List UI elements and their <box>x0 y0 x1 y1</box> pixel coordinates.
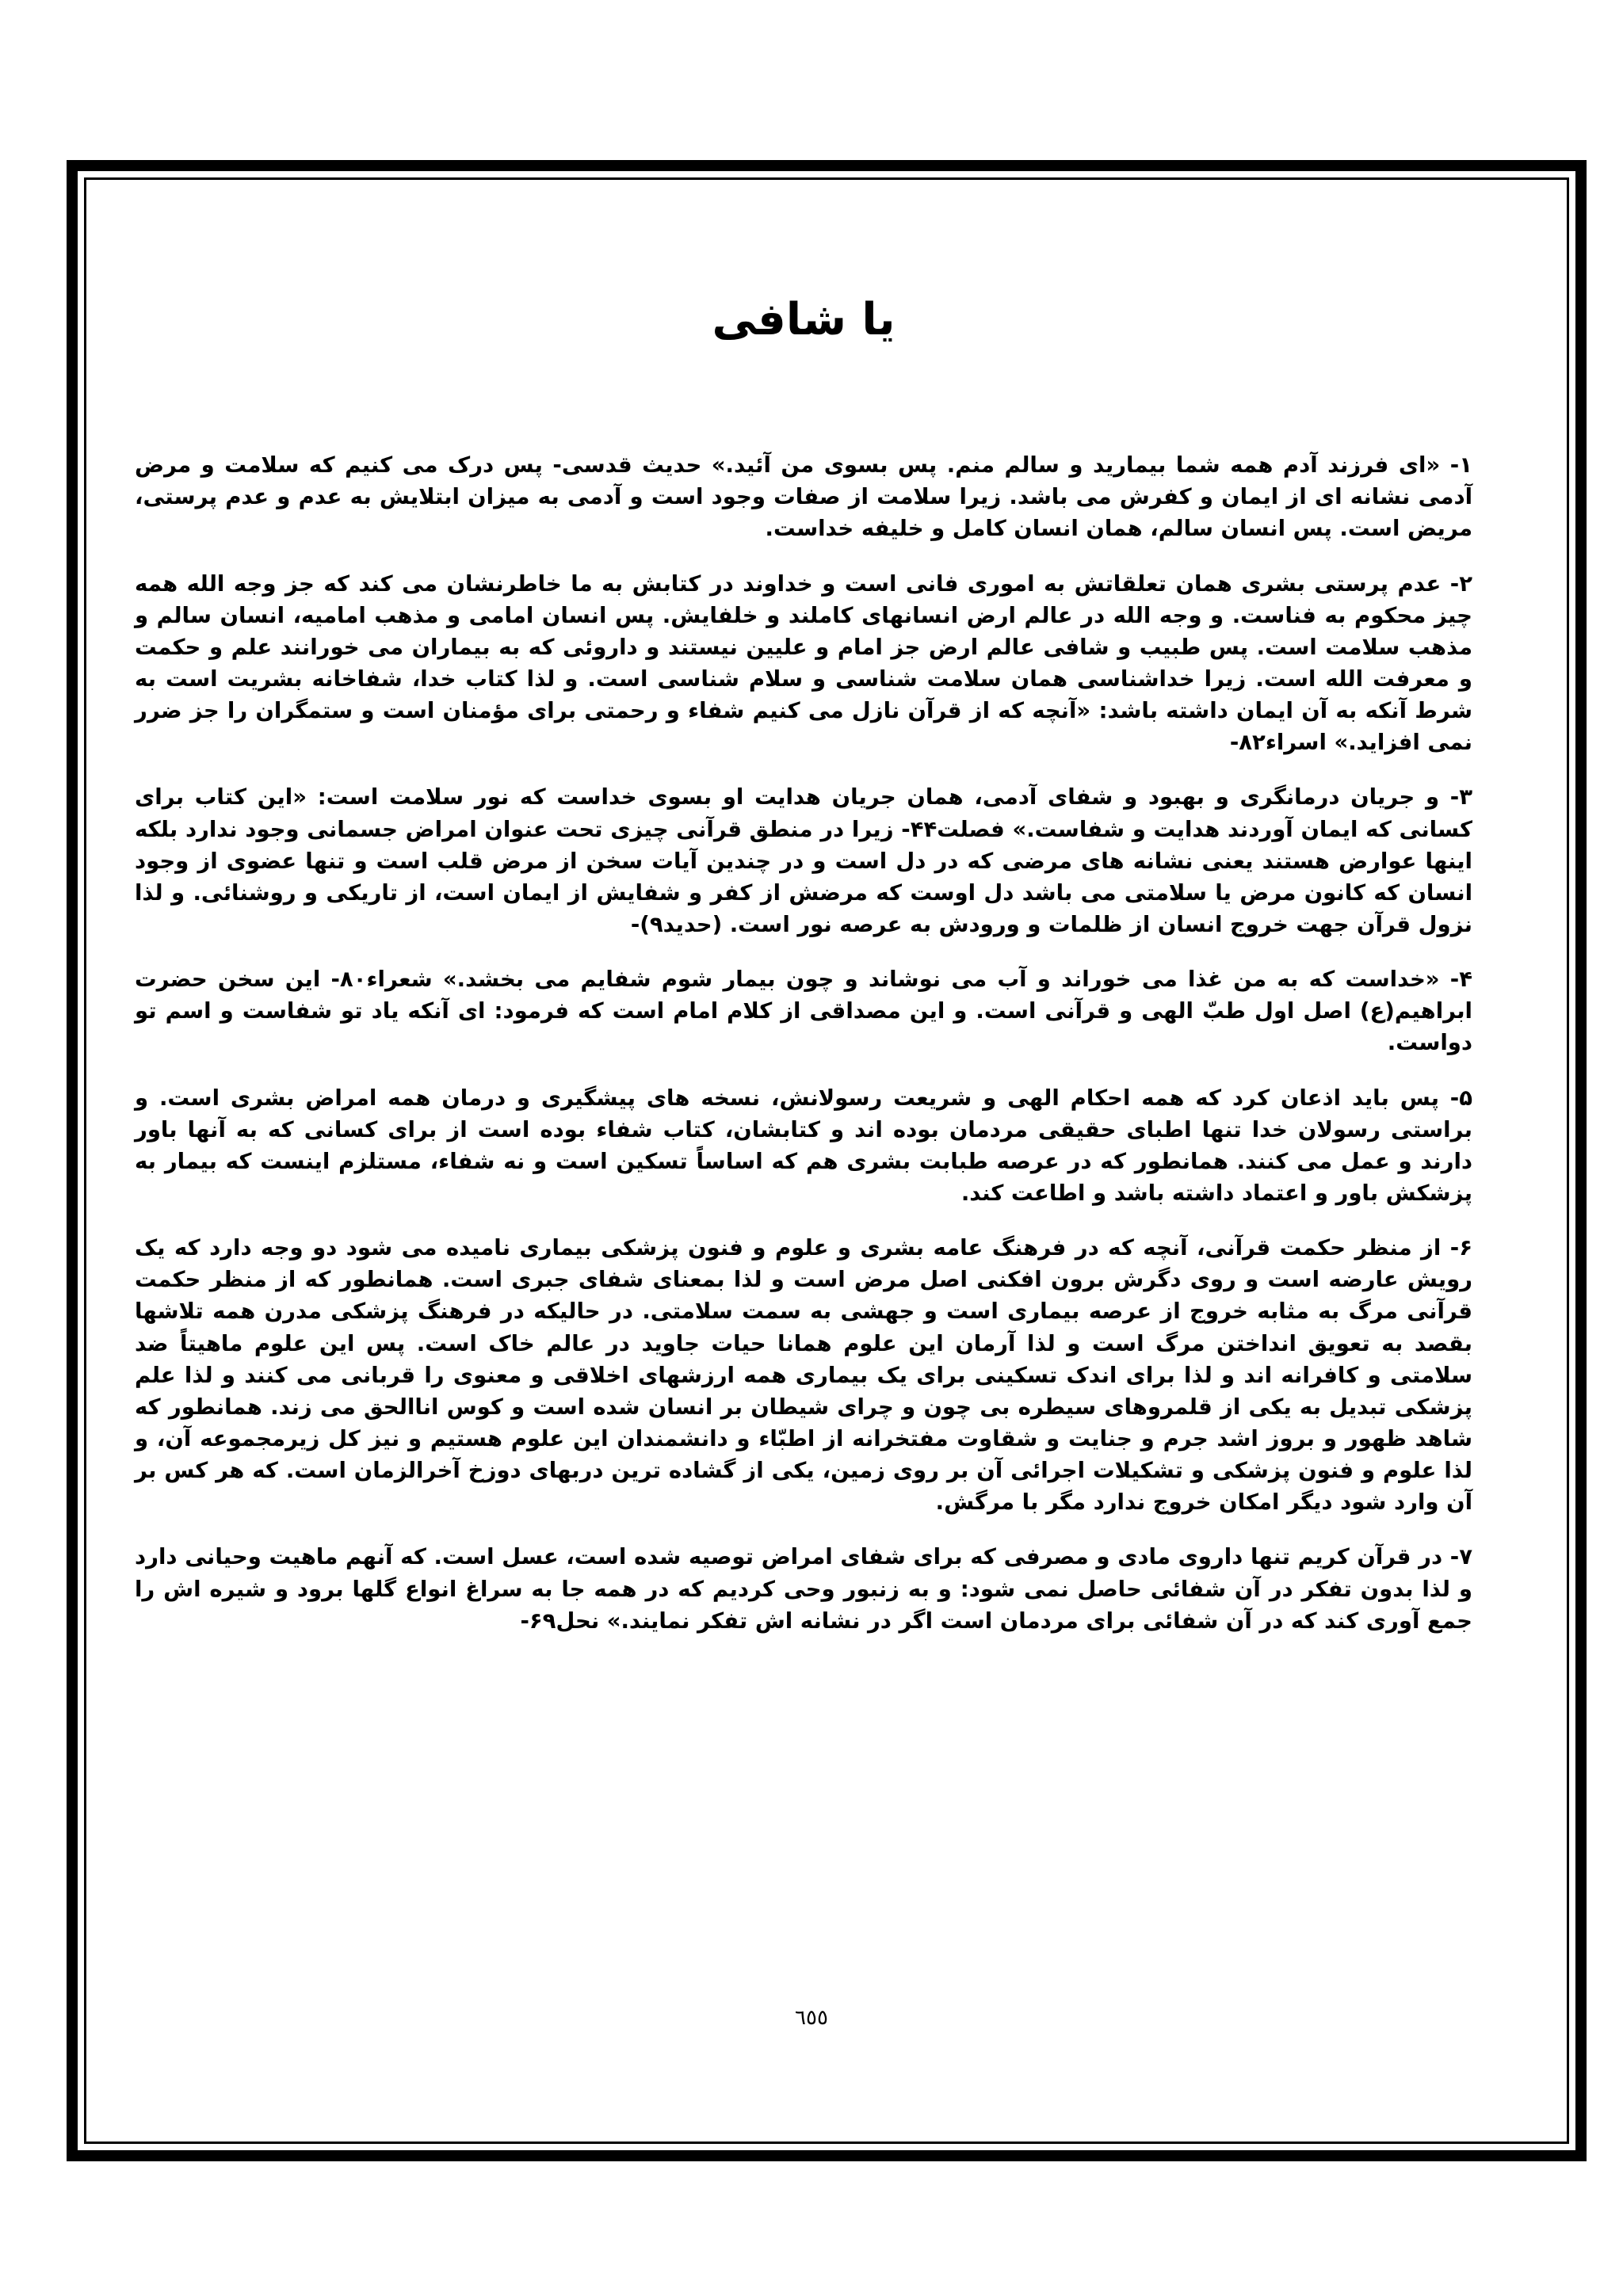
paragraph-3: ۳- و جریان درمانگری و بهبود و شفای آدمی، همان جریان هدایت او بسوی خداست که نور سلامت است: «این کتاب برای کسانی که ایمان آوردند هدایت و شفاست.» فصلت۴۴- زیرا در منطق قرآنی چیزی تحت عنوان امراض جسمانی وجود ندارد بلکه اینها عوارض هستند یعنی نشانه های مرضی که در دل است و در چندین آیات سخن از مرض قلب است و تنها عضوی از وجود انسان که کانون مرض یا سلامتی می باشد دل اوست که مرضش از کفر و شفایش از ایمان است، از تاریکی و روشنائی. و لذا نزول قرآن جهت خروج انسان از ظلمات و ورودش به عرصه نور است. (حدید۹)- <box>135 784 1472 938</box>
page-title: یا شافی <box>712 294 896 345</box>
paragraph-5: ۵- پس باید اذعان کرد که همه احکام الهی و شریعت رسولانش، نسخه های پیشگیری و درمان همه امراض بشری است. و براستی رسولان خدا تنها اطبای حقیقی مردمان بوده اند و کتابشان، کتاب شفاء بوده است از برای کسانی که به آنها باور دارند و عمل می کنند. همانطور که در عرصه طبابت بشری هم که اساساً تسکین است و نه شفاء، مستلزم اینست که بیمار به پزشکش باور و اعتماد داشته باشد و اطاعت کند. <box>135 1085 1472 1206</box>
page-number: ٦٥٥ <box>795 2006 828 2030</box>
paragraph-6: ۶- از منظر حکمت قرآنی، آنچه که در فرهنگ عامه بشری و علوم و فنون پزشکی بیماری نامیده می شود دو وجه دارد که یک رویش عارضه است و روی دگرش برون افکنی اصل مرض است و لذا بمعنای شفای جبری است. همانطور که از منظر حکمت قرآنی مرگ به مثابه خروج از عرصه بیماری است و جهشی به سمت سلامتی. در حالیکه در فرهنگ پزشکی مدرن همه تلاشها بقصد به تعویق انداختن مرگ است و لذا آرمان این علوم همانا حیات جاوید در عالم خاک است. پس این علوم ماهیتاً ضد سلامتی و کافرانه اند و لذا برای اندک تسکینی برای یک بیماری همه ارزشهای اخلاقی و معنوی را قربانی می کنند و لذا علم پزشکی تبدیل به یکی از قلمروهای سیطره بی چون و چرای شیطان بر انسان شده است و کوس اناالحق می زند. همانطور که شاهد ظهور و بروز اشد جرم و جنایت و شقاوت مفتخرانه از اطبّاء و دانشمندان این علوم هستیم و نیز کل زیرمجموعه آن، و لذا علوم و فنون پزشکی و تشکیلات اجرائی آن بر روی زمین، یکی از گشاده ترین دربهای دوزخ آخرالزمان است. که هر کس بر آن وارد شود دیگر امکان خروج ندارد مگر با مرگش. <box>135 1235 1472 1516</box>
paragraph-4: ۴- «خداست که به من غذا می خوراند و آب می نوشاند و چون بیمار شوم شفایم می بخشد.» شعراء۸۰- این سخن حضرت ابراهیم(ع) اصل اول طبّ الهی و قرآنی است. و این مصداقی از کلام امام است که فرمود: ای آنکه یاد تو شفاست و اسم تو دواست. <box>135 967 1472 1056</box>
paragraph-1: ۱- «ای فرزند آدم همه شما بیمارید و سالم منم. پس بسوی من آئید.» حدیث قدسی- پس درک می کنیم که سلامت و مرض آدمی نشانه ای از ایمان و کفرش می باشد. زیرا سلامت از صفات وجود است و آدمی به میزان ابتلایش به عدم و عدم پرستی، مریض است. پس انسان سالم، همان انسان کامل و خلیفه خداست. <box>135 452 1472 542</box>
paragraph-2: ۲- عدم پرستی بشری همان تعلقاتش به اموری فانی است و خداوند در کتابش به ما خاطرنشان می کند که جز وجه الله همه چیز محکوم به فناست. و وجه الله در عالم ارض انسانهای کاملند و خلفایش. پس انسان امامی و مذهب امامیه، انسان سالم و مذهب سلامت است. پس طبیب و شافی عالم ارض جز امام و علیین نیستند و داروئی که به بیماران می خورانند علم و حکمت و معرفت الله است. زیرا خداشناسی همان سلامت شناسی و سلام شناسی است. و لذا کتاب خدا، شفاخانه بشریت است به شرط آنکه به آن ایمان داشته باشد: «آنچه که از قرآن نازل می کنیم شفاء و رحمتی برای مؤمنان است و ستمگران را جز ضرر نمی افزاید.» اسراء۸۲- <box>135 570 1472 756</box>
paragraph-7: ۷- در قرآن کریم تنها داروی مادی و مصرفی که برای شفای امراض توصیه شده است، عسل است. که آنهم ماهیت وحیانی دارد و لذا بدون تفکر در آن شفائی حاصل نمی شود: و به زنبور وحی کردیم که در همه جا به سراغ انواع گلها برود و شیره اش را جمع آوری کند که در آن شفائی برای مردمان است اگر در نشانه اش تفکر نمایند.» نحل۶۹- <box>135 1544 1472 1634</box>
page-content <box>135 181 1472 1660</box>
